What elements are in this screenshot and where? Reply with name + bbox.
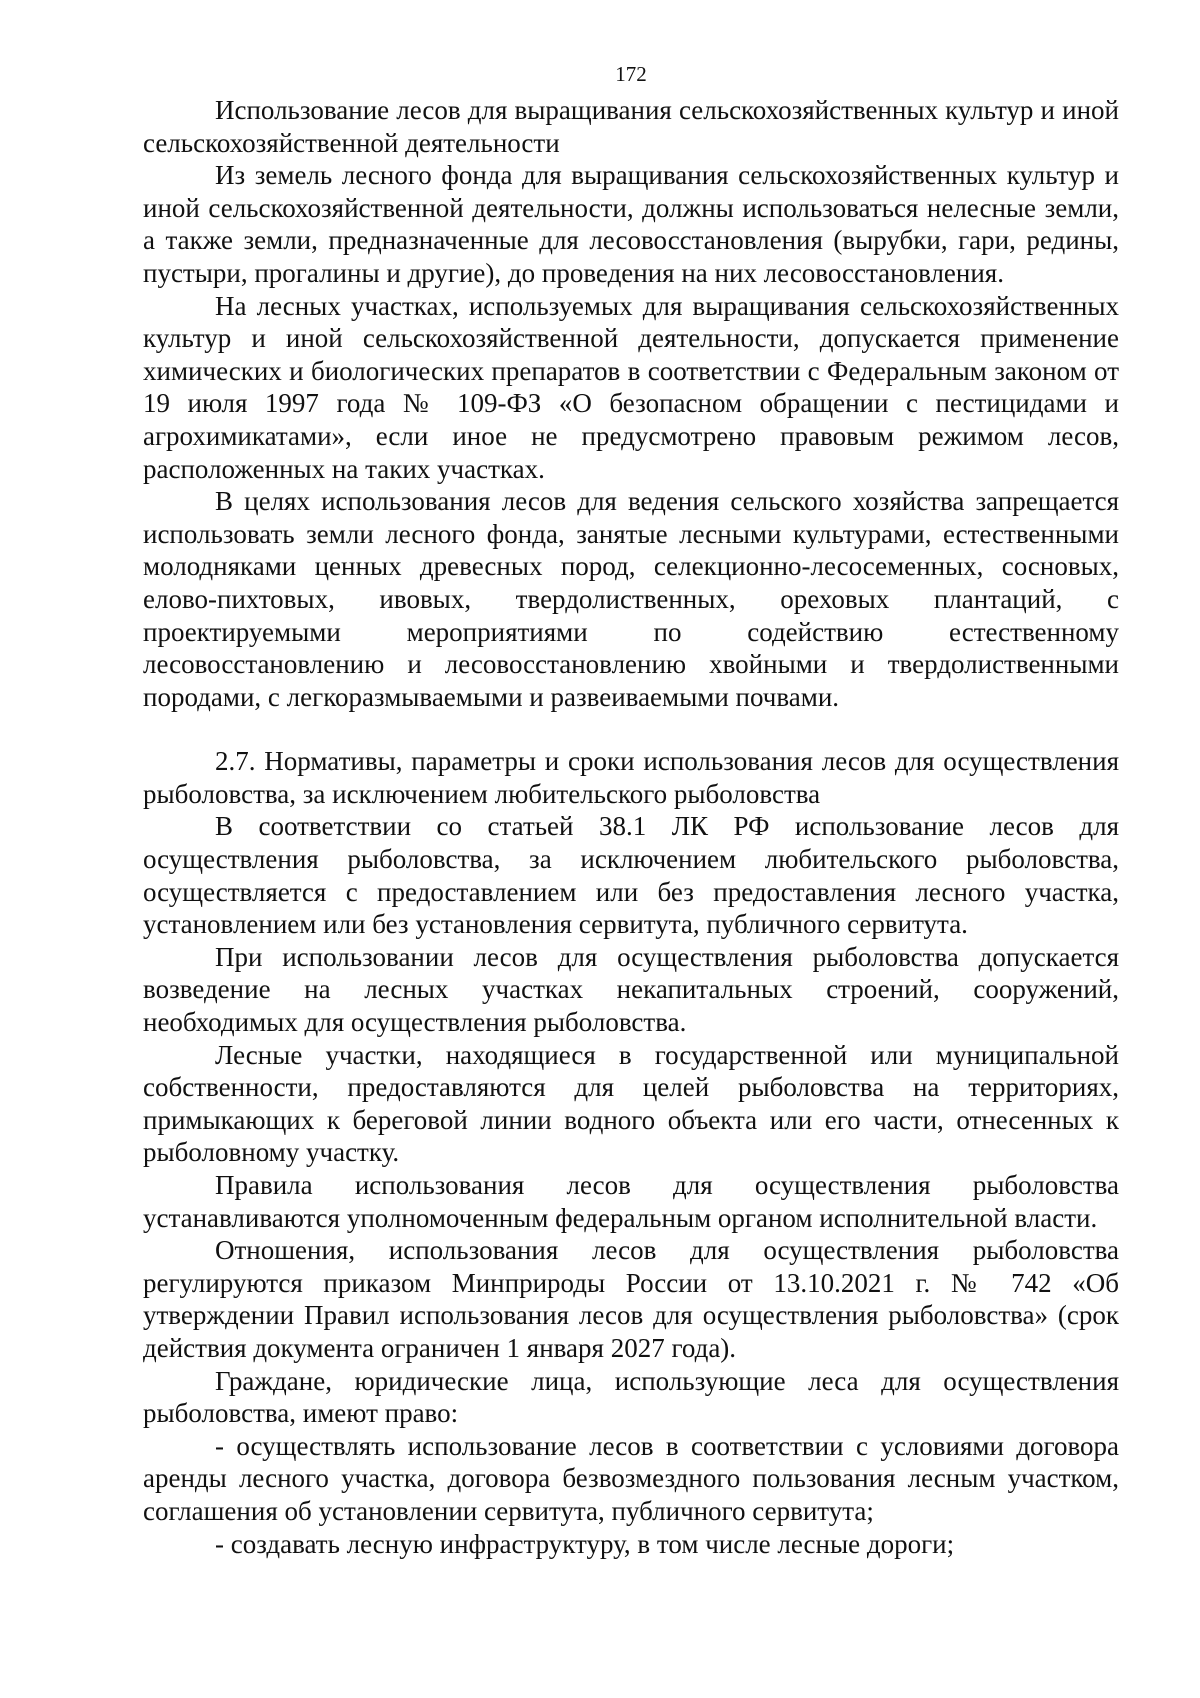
page-number: 172 — [615, 62, 647, 86]
paragraph: Отношения, использования лесов для осуществления рыболовства регулируются приказом Минприроды России от 13.10.2021 г. № 742 «Об утверждении Правил использования лесов для осуществления рыболовства» (срок действия документа ограничен 1 января 2027 года). — [143, 1235, 1119, 1363]
paragraph: Правила использования лесов для осуществления рыболовства устанавливаются уполномоченным федеральным органом исполнительной власти. — [143, 1170, 1119, 1233]
paragraph: В соответствии со статьей 38.1 ЛК РФ использование лесов для осуществления рыболовства, за исключением любительского рыболовства, осуществляется с предоставлением или без предоставления лесного участка, установлением или без установления сервитута, публичного сервитута. — [143, 811, 1119, 940]
paragraph: Из земель лесного фонда для выращивания сельскохозяйственных культур и иной сельскохозяйственной деятельности, должны использоваться нелесные земли, а также земли, предназначенные для лесовосстановления (вырубки, гари, редины, пустыри, прогалины и другие), до проведения на них лесовосстановления. — [143, 160, 1119, 288]
paragraph: На лесных участках, используемых для выращивания сельскохозяйственных культур и иной сельскохозяйственной деятельности, допускается применение химических и биологических препаратов в соответствии с Федеральным законом от 19 июля 1997 года № 109-ФЗ «О безопасном обращении с пестицидами и агрохимикатами», если иное не предусмотрено правовым режимом лесов, расположенных на таких участках. — [143, 290, 1119, 484]
document-page — [143, 62, 1119, 1560]
paragraph: Лесные участки, находящиеся в государственной или муниципальной собственности, предоставляются для целей рыболовства на территориях, примыкающих к береговой линии водного объекта или его части, отнесенных к рыболовному участку. — [143, 1039, 1119, 1168]
section-heading: Использование лесов для выращивания сельскохозяйственных культур и иной сельскохозяйственной деятельности — [143, 95, 1119, 158]
paragraph: Граждане, юридические лица, использующие леса для осуществления рыболовства, имеют право: — [143, 1365, 1119, 1429]
list-item: - создавать лесную инфраструктуру, в том числе лесные дороги; — [215, 1528, 955, 1559]
section-heading: 2.7. Нормативы, параметры и сроки использования лесов для осуществления рыболовства, за исключением любительского рыболовства — [143, 746, 1119, 809]
paragraph: При использовании лесов для осуществления рыболовства допускается возведение на лесных участках некапитальных строений, сооружений, необходимых для осуществления рыболовства. — [143, 941, 1119, 1038]
section-spacer — [143, 713, 1119, 745]
paragraph: В целях использования лесов для ведения сельского хозяйства запрещается использовать земли лесного фонда, занятые лесными культурами, естественными молодняками ценных древесных пород, селекционно-лесосеменных, сосновых, елово-пихтовых, ивовых, твердолиственных, ореховых плантаций, с проектируемыми мероприятиями по содействию естественному лесовосстановлению и лесовосстановлению хвойными и твердолиственными породами, с легкоразмываемыми и развеиваемыми почвами. — [143, 486, 1119, 712]
list-item: - осуществлять использование лесов в соответствии с условиями договора аренды лесного участка, договора безвозмездного пользования лесным участком, соглашения об установлении сервитута, публичного сервитута; — [143, 1430, 1119, 1526]
